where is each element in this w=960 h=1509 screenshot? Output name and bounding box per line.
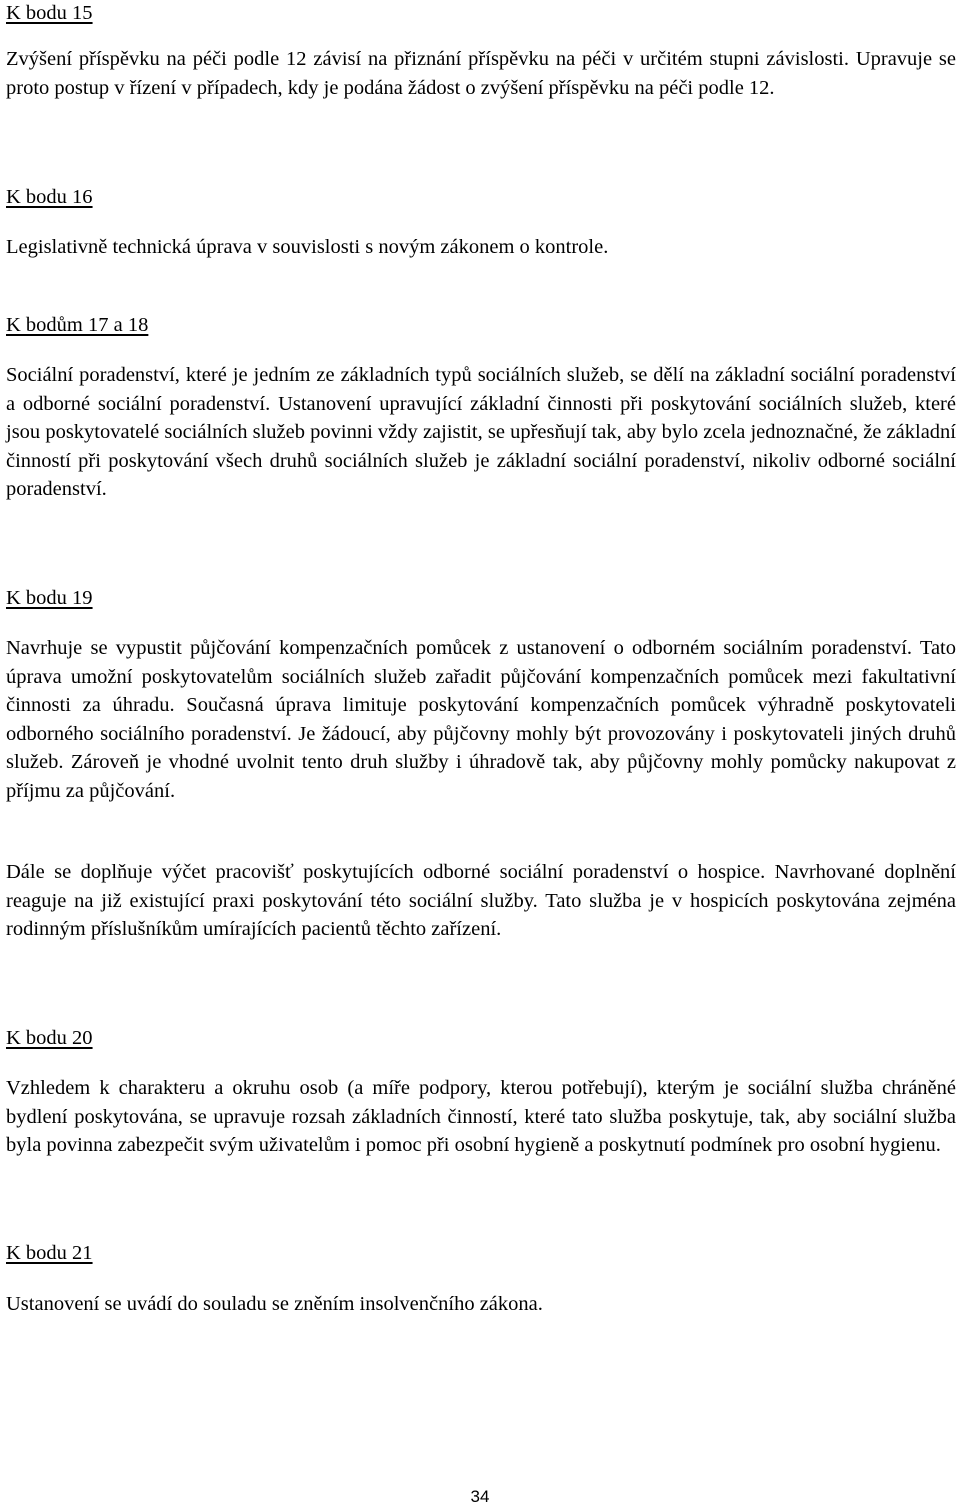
section-heading-17-18: K bodům 17 a 18: [6, 314, 149, 336]
section-heading-21: K bodu 21: [6, 1242, 93, 1264]
section-heading-15: K bodu 15: [6, 2, 93, 24]
section-heading-16: K bodu 16: [6, 186, 93, 208]
page-number: 34: [470, 1487, 490, 1506]
section-heading-20: K bodu 20: [6, 1027, 93, 1049]
section-paragraph-19-a: Navrhuje se vypustit půjčování kompenzačních pomůcek z ustanovení o odborném sociálním poradenství. Tato úprava umožní poskytovatelům sociálních služeb zařadit půjčování kompenzačních pomůcek mezi fakultativní činnosti za úhradu. Současná úprava limituje poskytování kompenzačních pomůcek výhradně poskytovateli odborného sociálního poradenství. Je žádoucí, aby půjčovny mohly být provozovány i poskytovateli jiných druhů služeb. Zároveň je vhodné uvolnit tento druh služby i úhradově tak, aby půjčovny mohly pomůcky nakupovat z příjmu za půjčování.: [6, 637, 956, 802]
section-paragraph-21: Ustanovení se uvádí do souladu se zněním insolvenčního zákona.: [6, 1293, 543, 1315]
section-paragraph-16: Legislativně technická úprava v souvislosti s novým zákonem o kontrole.: [6, 236, 609, 258]
section-paragraph-19-b: Dále se doplňuje výčet pracovišť poskytujících odborné sociální poradenství o hospice. Navrhované doplnění reaguje na již existující praxi poskytování této sociální služby. Tato služba je v hospicích poskytována zejména rodinným příslušníkům umírajících pacientů těchto zařízení.: [6, 861, 956, 941]
section-heading-19: K bodu 19: [6, 587, 93, 609]
section-paragraph-20: Vzhledem k charakteru a okruhu osob (a míře podpory, kterou potřebují), kterým je sociální služba chráněné bydlení poskytována, se upravuje rozsah základních činností, které tato služba poskytuje, tak, aby sociální služba byla povinna zabezpečit svým uživatelům i pomoc při osobní hygieně a poskytnutí podmínek pro osobní hygienu.: [6, 1077, 956, 1157]
section-paragraph-15: Zvýšení příspěvku na péči podle 12 závisí na přiznání příspěvku na péči v určitém stupni závislosti. Upravuje se proto postup v řízení v případech, kdy je podána žádost o zvýšení příspěvku na péči podle 12.: [6, 48, 956, 99]
section-paragraph-17-18: Sociální poradenství, které je jedním ze základních typů sociálních služeb, se dělí na základní sociální poradenství a odborné sociální poradenství. Ustanovení upravující základní činnosti při poskytování sociálních služeb, které jsou poskytovatelé sociálních služeb povinni vždy zajistit, se upřesňují tak, aby bylo zcela jednoznačné, že základní činností při poskytování všech druhů sociálních služeb je základní sociální poradenství, nikoliv odborné sociální poradenství.: [6, 364, 956, 501]
